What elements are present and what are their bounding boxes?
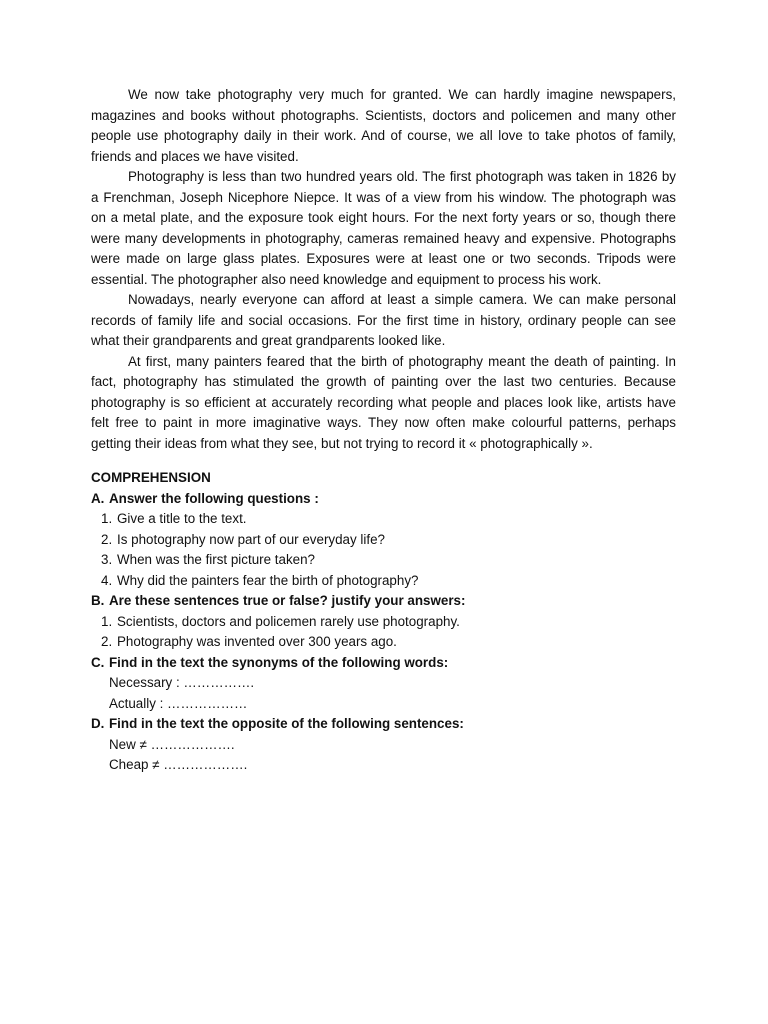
question-text: Why did the painters fear the birth of photography? xyxy=(117,572,419,588)
statement-item xyxy=(91,632,676,653)
paragraph-4: At first, many painters feared that the birth of photography meant the death of painting. In fact, photography has stimulated the growth of painting over the last two centuries. Because photography is so efficient at accurately recording what people and places look like, artists have felt free to paint in more imaginative ways. They now often make colourful patterns, perhaps getting their ideas from what they see, but not trying to record it « photographically ». xyxy=(91,353,676,451)
synonym-line: Necessary : ……………. xyxy=(109,675,255,690)
section-d-heading xyxy=(91,714,676,735)
paragraph-2: Photography is less than two hundred years old. The first photograph was taken in 1826 by a Frenchman, Joseph Nicephore Niepce. It was of a view from his window. The photograph was on a metal plate, and the exposure took eight hours. For the next forty years or so, though there were many developments in photography, cameras remained heavy and expensive. Photographs were made on large glass plates. Exposures were at least one or two seconds. Tripods were essential. The photographer also need knowledge and equipment to process his work. xyxy=(91,169,676,287)
section-a-letter: A. xyxy=(91,490,105,506)
section-b-statements xyxy=(91,612,676,653)
statement-number: 1. xyxy=(101,613,113,629)
question-number: 4. xyxy=(101,572,113,588)
question-number: 3. xyxy=(101,552,113,567)
question-number: 1. xyxy=(101,511,113,526)
section-c-letter: C. xyxy=(91,654,105,670)
question-text: When was the first picture taken? xyxy=(117,552,315,567)
statement-text: Photography was invented over 300 years ago. xyxy=(117,634,397,649)
section-c-heading xyxy=(91,653,676,674)
section-a-heading-text: Answer the following questions : xyxy=(109,490,319,506)
question-item xyxy=(91,571,676,592)
statement-item xyxy=(91,612,676,633)
question-text: Give a title to the text. xyxy=(117,511,247,526)
question-number: 2. xyxy=(101,531,113,547)
section-a-heading xyxy=(91,489,676,510)
question-item xyxy=(91,509,676,530)
question-text: Is photography now part of our everyday life? xyxy=(117,531,385,547)
paragraph-1: We now take photography very much for granted. We can hardly imagine newspapers, magazines and books without photographs. Scientists, doctors and policemen and many other people use photography daily in their work. And of course, we all love to take photos of family, friends and places we have visited. xyxy=(91,87,676,164)
section-c-heading-text: Find in the text the synonyms of the following words: xyxy=(109,654,449,670)
opposite-line: New ≠ ………………. xyxy=(109,736,235,752)
statement-number: 2. xyxy=(101,634,113,649)
section-d-heading-text: Find in the text the opposite of the following sentences: xyxy=(109,716,464,731)
document-page xyxy=(91,85,676,776)
section-d-letter: D. xyxy=(91,716,105,731)
section-b xyxy=(91,591,676,653)
synonym-line: Actually : ……………… xyxy=(109,695,248,711)
comprehension-title: COMPREHENSION xyxy=(91,470,211,485)
section-a xyxy=(91,489,676,592)
section-c xyxy=(91,653,676,715)
section-b-heading xyxy=(91,591,676,612)
question-item xyxy=(91,530,676,551)
paragraph-3: Nowadays, nearly everyone can afford at least a simple camera. We can make personal records of family life and social occasions. For the first time in history, ordinary people can see what their grandparents and great grandparents looked like. xyxy=(91,292,676,348)
reading-text xyxy=(91,85,676,454)
section-a-questions xyxy=(91,509,676,591)
opposite-line: Cheap ≠ ………………. xyxy=(109,757,248,772)
question-item xyxy=(91,550,676,571)
section-b-letter: B. xyxy=(91,593,105,608)
section-d xyxy=(91,714,676,776)
section-b-heading-text: Are these sentences true or false? justify your answers: xyxy=(109,593,466,608)
statement-text: Scientists, doctors and policemen rarely use photography. xyxy=(117,613,460,629)
